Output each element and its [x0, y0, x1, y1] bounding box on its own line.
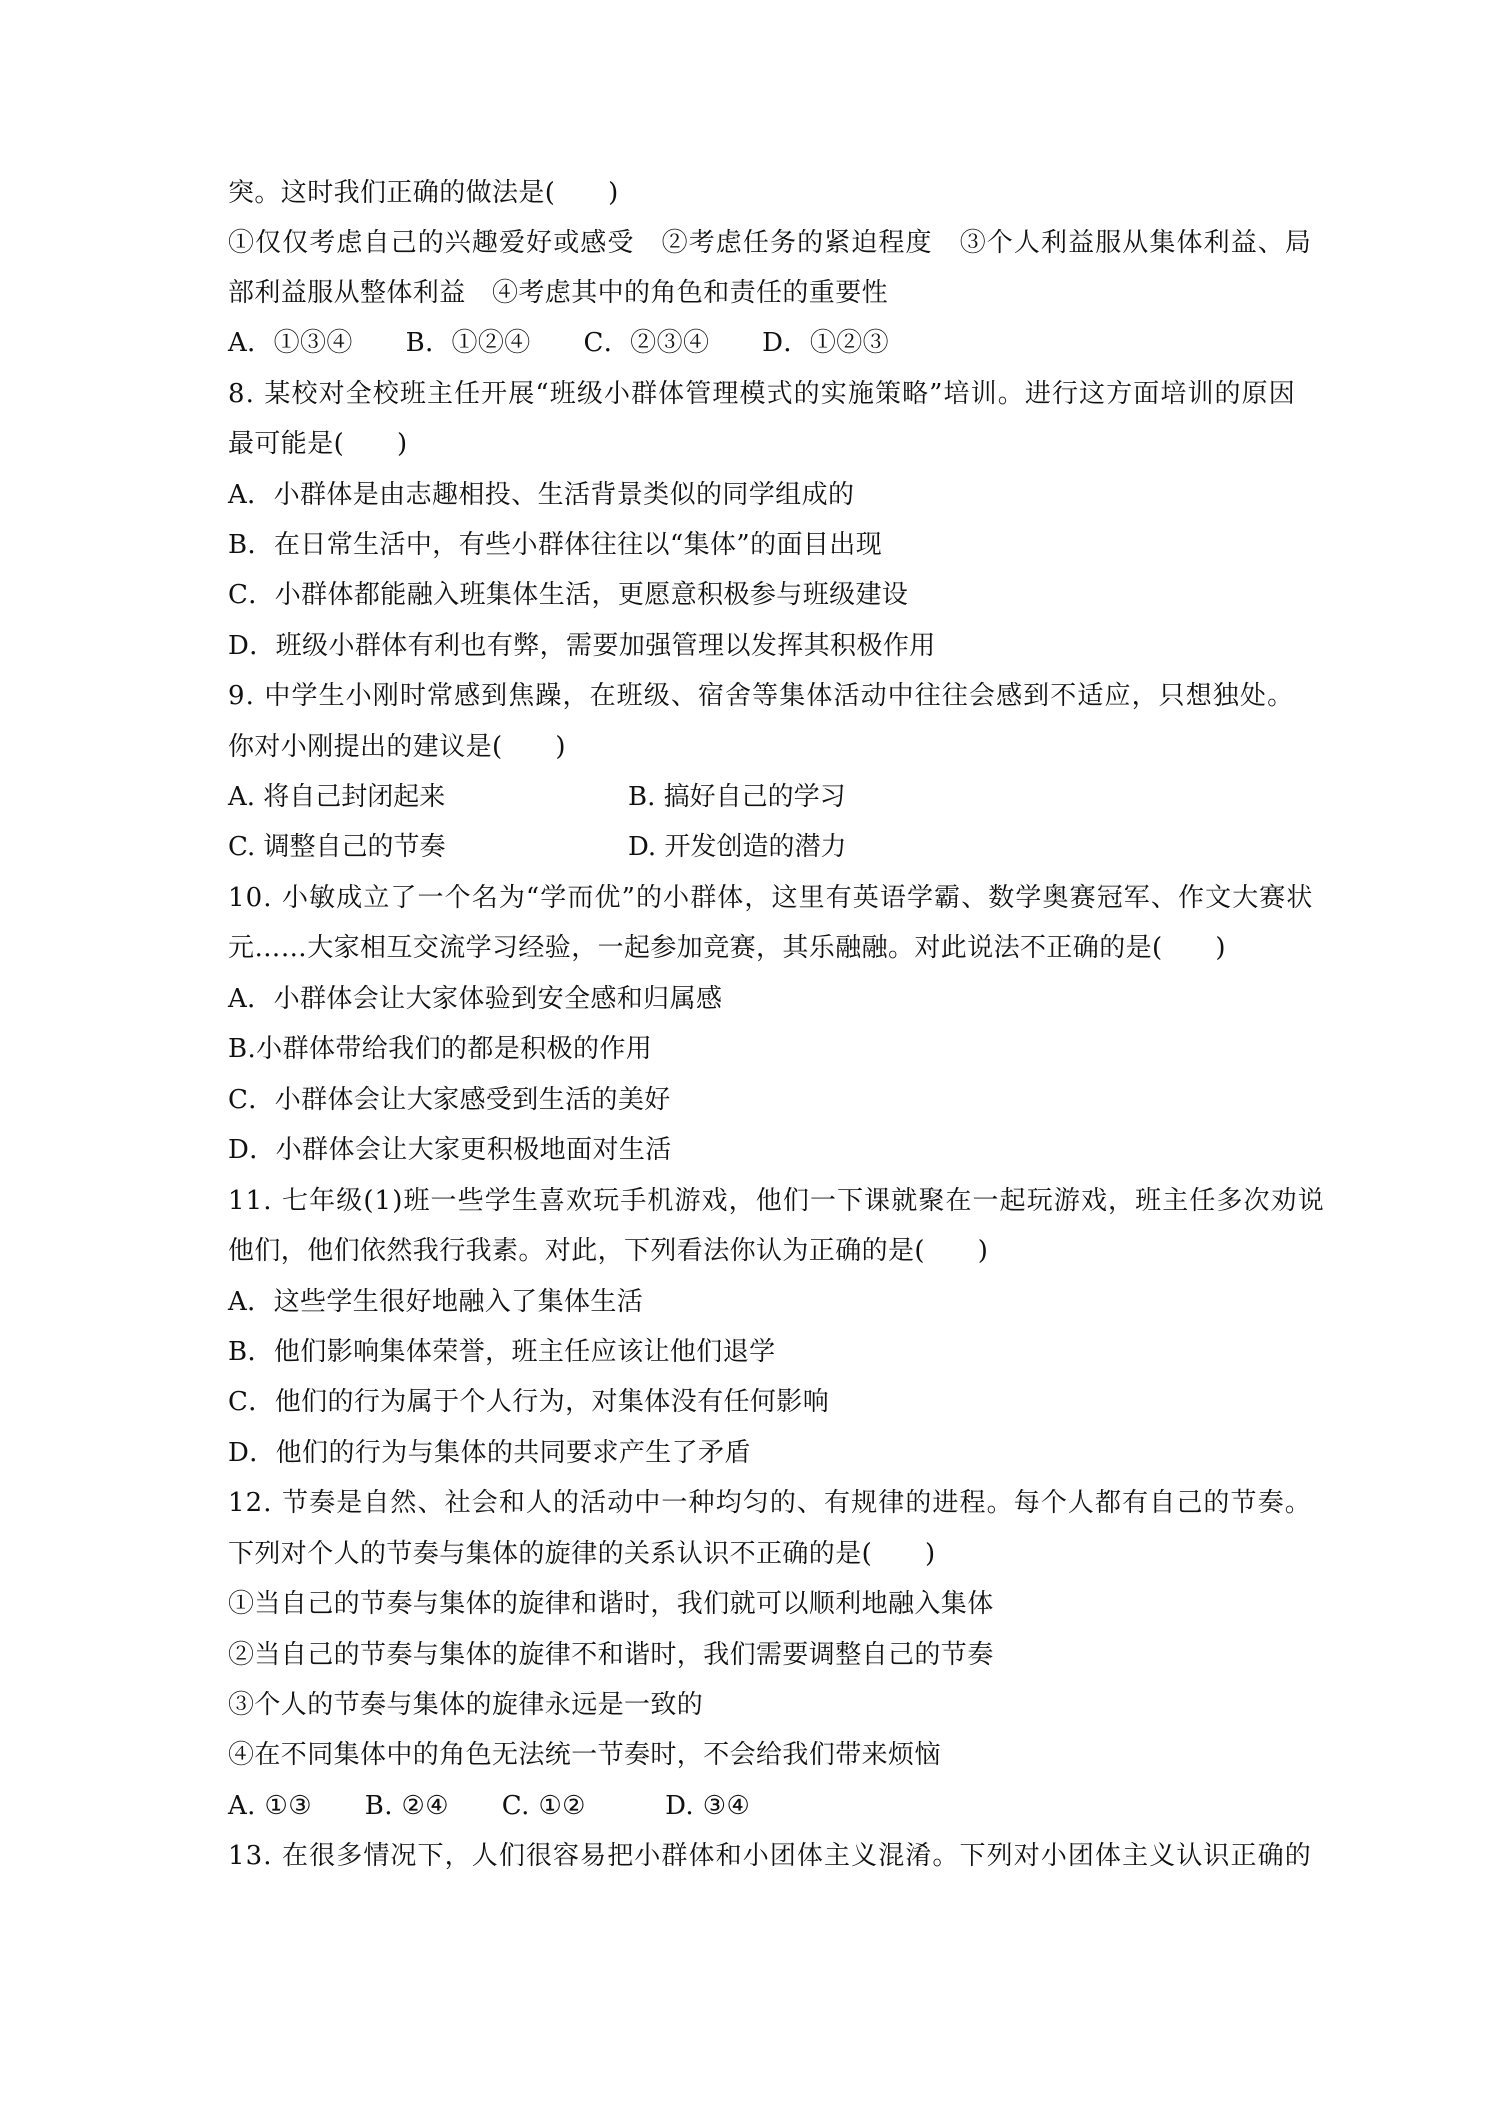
q8-stem-line-2: 最可能是( ): [228, 429, 408, 459]
q7-statements-line-2: 部利益服从整体利益 ④考虑其中的角色和责任的重要性: [228, 278, 889, 308]
q11-option-c: C．他们的行为属于个人行为，对集体没有任何影响: [228, 1387, 830, 1417]
q10-option-a: A．小群体会让大家体验到安全感和归属感: [228, 984, 723, 1014]
q11-option-d: D．他们的行为与集体的共同要求产生了矛盾: [228, 1438, 751, 1468]
q12-statement-3: ③个人的节奏与集体的旋律永远是一致的: [228, 1690, 704, 1720]
q7-stem-tail: 突。这时我们正确的做法是( ): [228, 178, 619, 208]
q10-option-b: B.小群体带给我们的都是积极的作用: [228, 1034, 653, 1064]
q7-statements-line-1: ①仅仅考虑自己的兴趣爱好或感受 ②考虑任务的紧迫程度 ③个人利益服从集体利益、局: [228, 228, 1313, 258]
q8-stem-line-1: 8. 某校对全校班主任开展“班级小群体管理模式的实施策略”培训。进行这方面培训的原因: [228, 379, 1296, 409]
q9-option-a: A. 将自己封闭起来: [228, 782, 446, 812]
q11-stem-line-1: 11. 七年级(1)班一些学生喜欢玩手机游戏，他们一下课就聚在一起玩游戏，班主任多次劝说: [228, 1186, 1325, 1216]
q9-option-d: D. 开发创造的潜力: [628, 832, 847, 862]
q9-option-c: C. 调整自己的节奏: [228, 832, 446, 862]
q11-option-b: B．他们影响集体荣誉，班主任应该让他们退学: [228, 1337, 776, 1367]
q8-option-b: B．在日常生活中，有些小群体往往以“集体”的面目出现: [228, 530, 883, 560]
q10-option-c: C．小群体会让大家感受到生活的美好: [228, 1085, 671, 1115]
q11-stem-line-2: 他们，他们依然我行我素。对此，下列看法你认为正确的是( ): [228, 1236, 989, 1266]
q12-stem-line-1: 12. 节奏是自然、社会和人的活动中一种均匀的、有规律的进程。每个人都有自己的节奏。: [228, 1488, 1312, 1518]
q12-stem-line-2: 下列对个人的节奏与集体的旋律的关系认识不正确的是( ): [228, 1539, 936, 1569]
q9-stem-line-1: 9. 中学生小刚时常感到焦躁，在班级、宿舍等集体活动中往往会感到不适应，只想独处。: [228, 681, 1295, 711]
q12-options: A. ①③ B. ②④ C. ①② D. ③④: [228, 1791, 751, 1821]
q7-options: A．①③④ B．①②④ C．②③④ D．①②③: [228, 328, 890, 358]
q8-option-a: A．小群体是由志趣相投、生活背景类似的同学组成的: [228, 480, 855, 510]
q13-stem-line-1: 13. 在很多情况下，人们很容易把小群体和小团体主义混淆。下列对小团体主义认识正确的: [228, 1841, 1312, 1871]
q10-stem-line-2: 元……大家相互交流学习经验，一起参加竞赛，其乐融融。对此说法不正确的是( ): [228, 933, 1226, 963]
q12-statement-1: ①当自己的节奏与集体的旋律和谐时，我们就可以顺利地融入集体: [228, 1589, 994, 1619]
q10-stem-line-1: 10. 小敏成立了一个名为“学而优”的小群体，这里有英语学霸、数学奥赛冠军、作文大赛状: [228, 883, 1314, 913]
q10-option-d: D．小群体会让大家更积极地面对生活: [228, 1135, 672, 1165]
q8-option-c: C．小群体都能融入班集体生活，更愿意积极参与班级建设: [228, 580, 909, 610]
q8-option-d: D．班级小群体有利也有弊，需要加强管理以发挥其积极作用: [228, 631, 936, 661]
q12-statement-2: ②当自己的节奏与集体的旋律不和谐时，我们需要调整自己的节奏: [228, 1640, 994, 1670]
q9-option-b: B. 搞好自己的学习: [628, 782, 846, 812]
q9-stem-line-2: 你对小刚提出的建议是( ): [228, 732, 566, 762]
q11-option-a: A．这些学生很好地融入了集体生活: [228, 1287, 644, 1317]
q12-statement-4: ④在不同集体中的角色无法统一节奏时，不会给我们带来烦恼: [228, 1740, 941, 1770]
